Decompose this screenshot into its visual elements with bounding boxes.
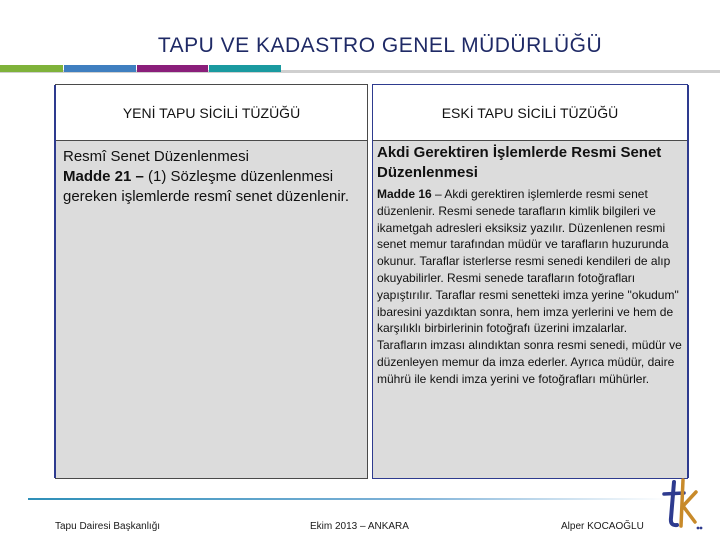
color-stripe-green: [0, 65, 63, 72]
old-regulation-panel: [372, 84, 688, 479]
color-stripe-blue: [64, 65, 136, 72]
new-regulation-line: Resmî Senet Düzenlenmesi: [63, 148, 249, 165]
footer-author: Alper KOCAOĞLU: [561, 521, 644, 532]
color-stripe-teal: [209, 65, 281, 72]
footer-divider: [28, 498, 668, 500]
footer-department: Tapu Dairesi Başkanlığı: [55, 521, 161, 532]
old-regulation-text-2: Tarafların imzası alındıktan sonra resmi senedi, müdür ve düzenleyen memur da imza ederler. Ayrıca müdür, daire mührü ile kendi imza yerini ve fotoğrafları mühürler.: [377, 338, 682, 386]
old-regulation-text: – Akdi gerektiren işlemlerde resmi senet düzenlenir. Resmi senede tarafların kimlik bilgileri ve ikametgah adresleri eksiksiz yazılır. Düzenlenen resmi senet memur tarafından müdür ve tarafların huzurunda okunur. Taraflar isterlerse resmi senedi kendileri de alıp okuyabilirler. Resmi senede tarafların fotoğrafları yapıştırılır. Taraflar resmi senetteki imza yerine "okudum" ibaresini yazdıktan sonra, hem imza yerlerini ve hem de karşılıklı birbirlerinin fotoğrafı üzerini imzalarlar.: [377, 187, 679, 336]
color-stripe-purple: [137, 65, 208, 72]
old-regulation-article: Madde 16: [377, 187, 432, 201]
old-regulation-header: ESKİ TAPU SİCİLİ TÜZÜĞÜ: [373, 85, 687, 141]
footer-date: Ekim 2013 – ANKARA: [310, 521, 409, 532]
new-regulation-panel: [55, 84, 368, 479]
new-regulation-header: YENİ TAPU SİCİLİ TÜZÜĞÜ: [56, 85, 367, 141]
new-regulation-text: (1) Sözleşme düzenlenmesi gereken işlemlerde resmî senet düzenlenir.: [63, 168, 349, 205]
new-regulation-body: [63, 147, 361, 207]
new-regulation-article: Madde 21 –: [63, 168, 149, 185]
tkgm-logo-icon: [658, 474, 704, 534]
old-regulation-body: [377, 143, 683, 388]
old-regulation-subheading: Akdi Gerektiren İşlemlerde Resmi Senet Düzenlenmesi: [377, 144, 662, 181]
page-title: TAPU VE KADASTRO GENEL MÜDÜRLÜĞÜ: [157, 34, 603, 57]
